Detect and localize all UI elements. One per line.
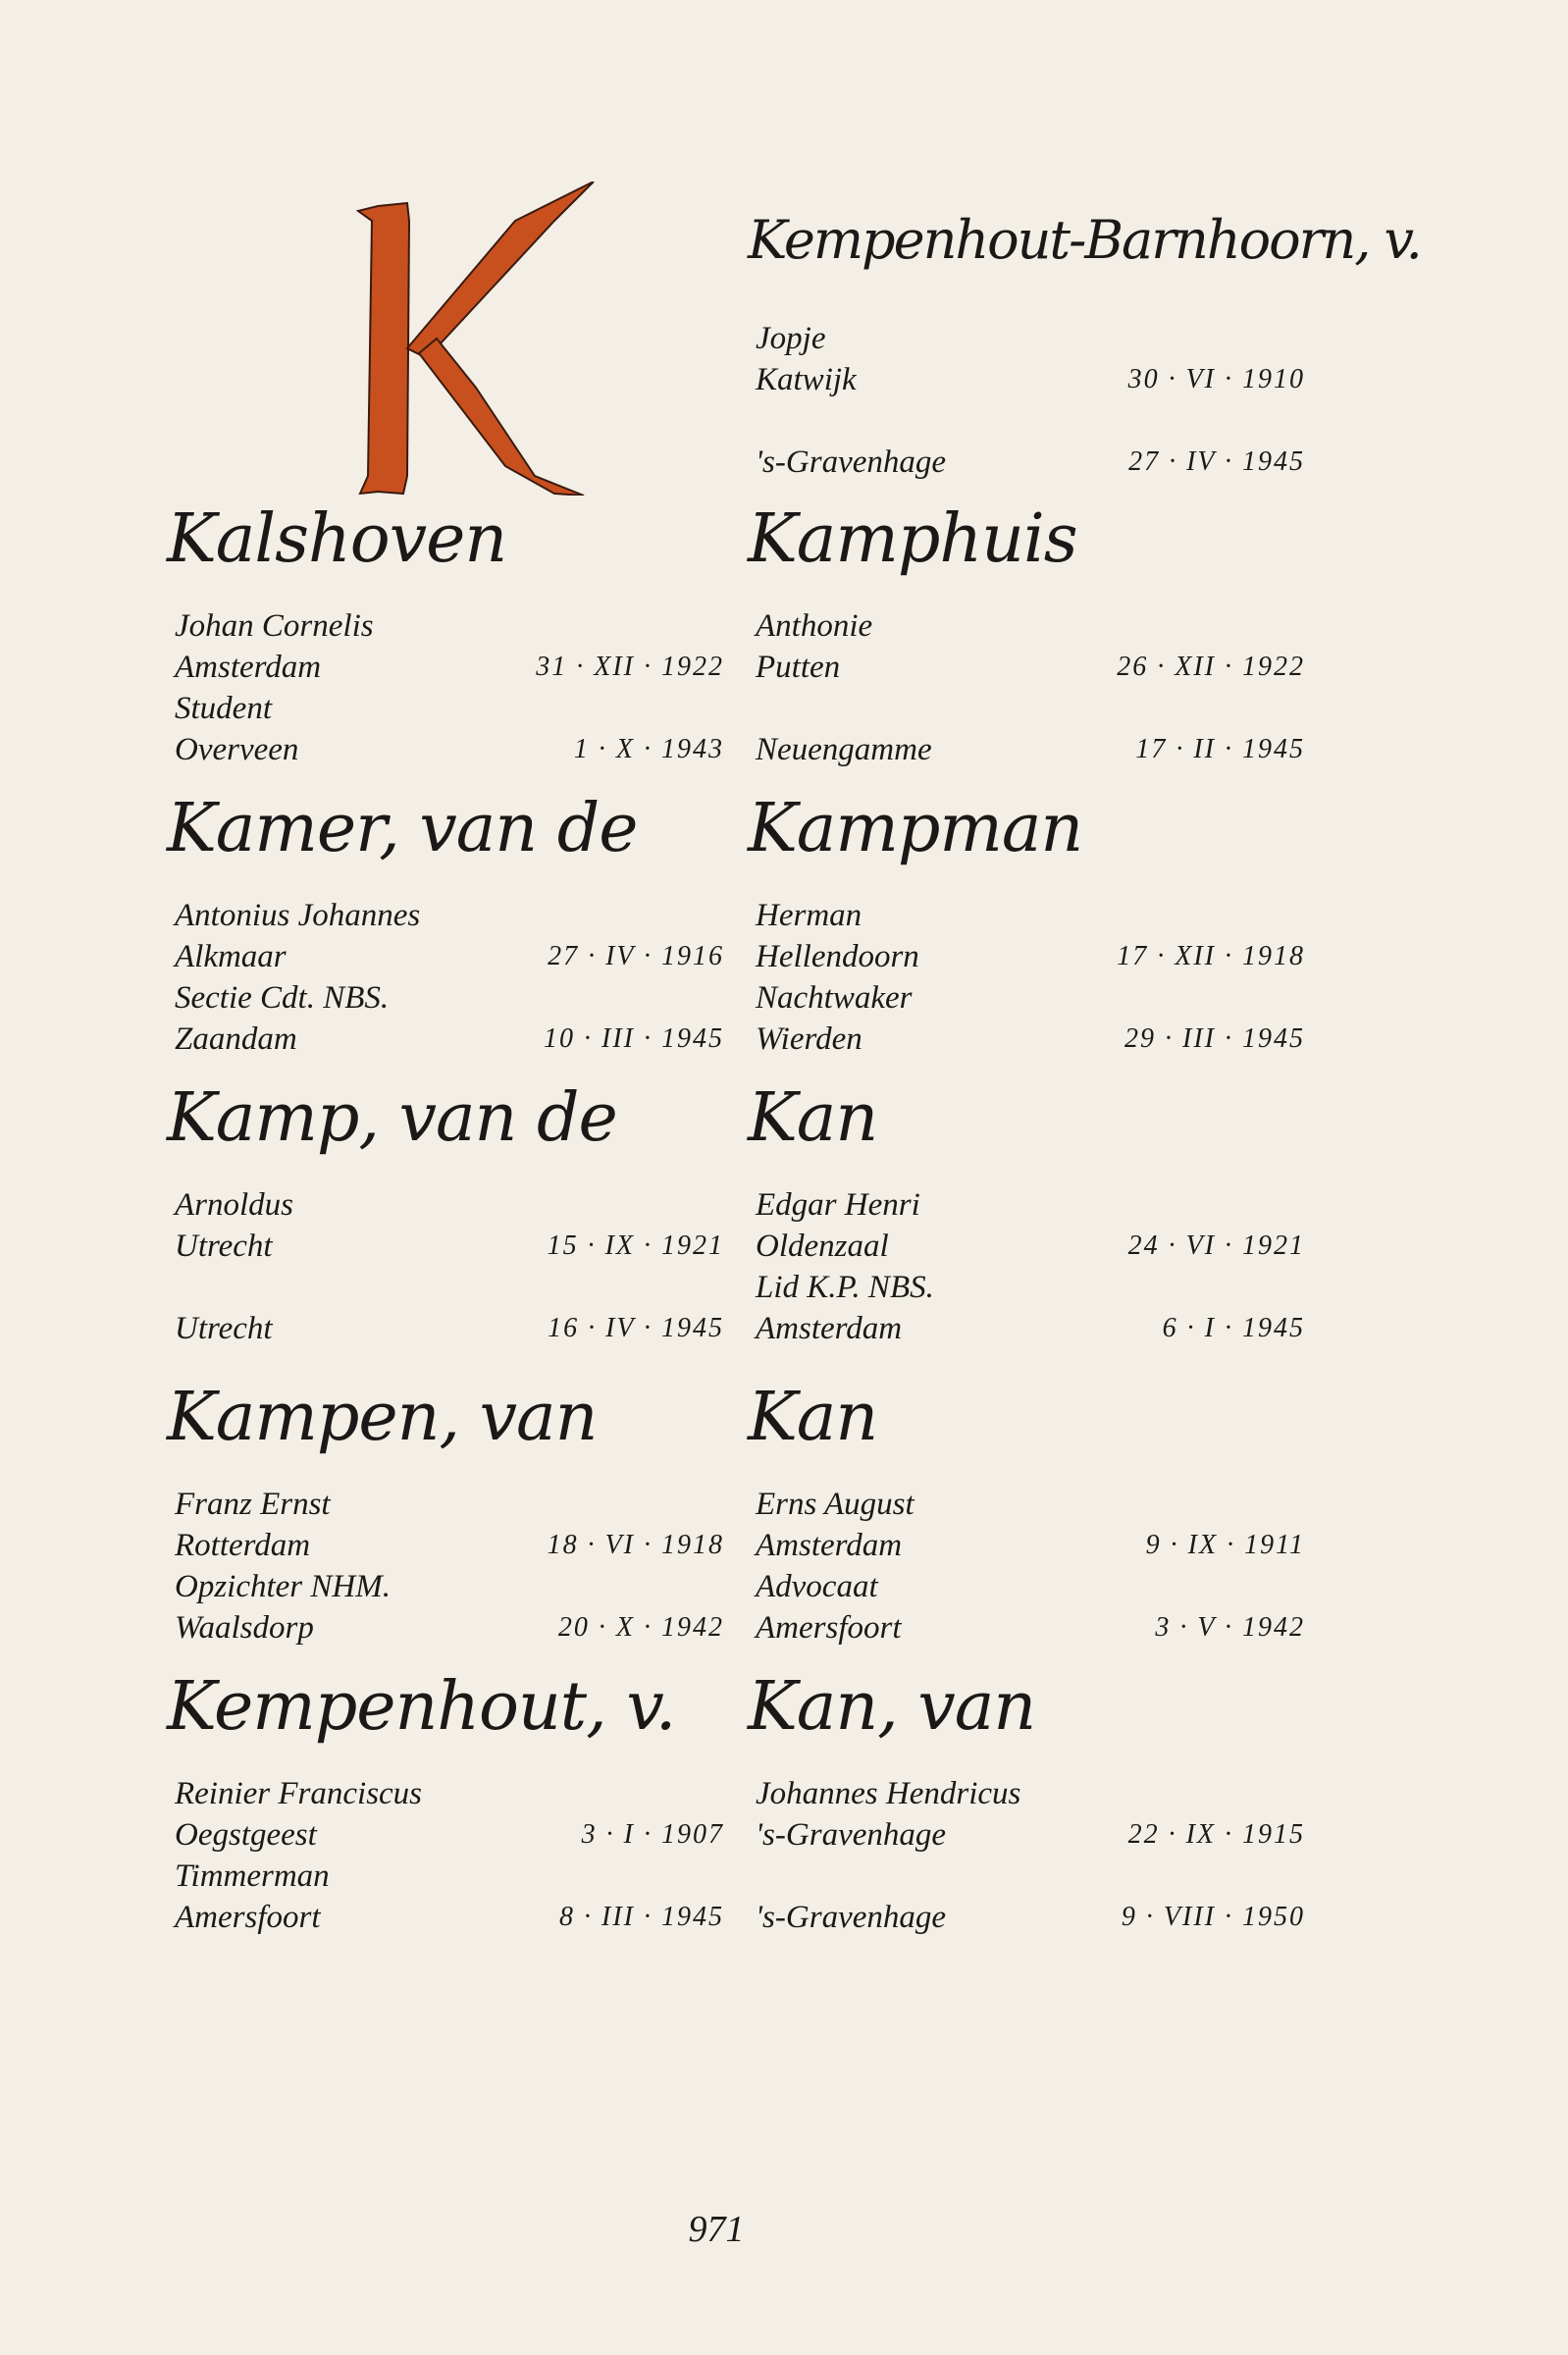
birth-line: [175, 1815, 724, 1855]
given-names: Anthonie: [756, 608, 873, 644]
death-line: [756, 443, 1305, 482]
given-names: Johannes Hendricus: [756, 1776, 1021, 1811]
occupation-line: [756, 1268, 1305, 1307]
occupation: Nachtwaker: [756, 980, 913, 1016]
given-names: Jopje: [756, 321, 826, 356]
death-date: 8 · III · 1945: [559, 1902, 724, 1932]
death-place: Neuengamme: [756, 732, 932, 767]
birth-date: 30 · VI · 1910: [1127, 364, 1305, 394]
entry-card: [748, 790, 1336, 1074]
birth-line: [756, 1526, 1305, 1565]
given-names-line: [175, 1774, 724, 1813]
surname: Kan: [748, 1379, 878, 1456]
death-place: Amersfoort: [756, 1610, 902, 1646]
given-names-line: [756, 1485, 1305, 1524]
entry-card: [167, 1379, 756, 1663]
entry-card: [748, 500, 1336, 785]
death-date: 1 · X · 1943: [573, 734, 724, 764]
death-place: Utrecht: [175, 1311, 273, 1346]
death-line: [175, 1608, 724, 1648]
occupation-line: [175, 978, 724, 1018]
death-line: [756, 1309, 1305, 1348]
given-names: Arnoldus: [175, 1187, 294, 1223]
death-date: 27 · IV · 1945: [1128, 446, 1305, 477]
entry-card: [748, 1379, 1336, 1663]
death-date: 10 · III · 1945: [544, 1023, 724, 1054]
death-date: 16 · IV · 1945: [548, 1313, 724, 1343]
birth-date: 15 · IX · 1921: [547, 1230, 724, 1261]
occupation: Lid K.P. NBS.: [756, 1270, 934, 1305]
surname: Kamer, van de: [167, 790, 638, 867]
surname: Kampman: [748, 790, 1083, 867]
birth-date: 3 · I · 1907: [581, 1819, 724, 1850]
death-date: 17 · II · 1945: [1135, 734, 1305, 764]
birth-place: Hellendoorn: [756, 939, 919, 974]
birth-date: 24 · VI · 1921: [1127, 1230, 1305, 1261]
occupation: Timmerman: [175, 1858, 330, 1894]
entry-card: [167, 1079, 756, 1364]
birth-line: [756, 648, 1305, 687]
death-place: Wierden: [756, 1021, 862, 1057]
entry-card: [748, 1079, 1336, 1364]
death-place: Amersfoort: [175, 1900, 321, 1935]
birth-place: Rotterdam: [175, 1528, 311, 1563]
surname: Kan: [748, 1079, 878, 1157]
surname: Kampen, van: [167, 1379, 598, 1456]
entry-card: [167, 1668, 756, 1953]
birth-date: 31 · XII · 1922: [536, 652, 724, 682]
death-date: 20 · X · 1942: [557, 1612, 724, 1643]
birth-place: 's-Gravenhage: [756, 1817, 947, 1853]
death-date: 9 · VIII · 1950: [1121, 1902, 1305, 1932]
given-names: Herman: [756, 898, 862, 933]
occupation-line: [175, 1567, 724, 1606]
birth-line: [756, 360, 1305, 399]
surname: Kempenhout-Barnhoorn, v.: [748, 209, 1421, 271]
surname: Kan, van: [748, 1668, 1036, 1746]
given-names-line: [756, 606, 1305, 646]
occupation: Advocaat: [756, 1569, 878, 1604]
occupation-line: [175, 689, 724, 728]
birth-line: [175, 1526, 724, 1565]
death-place: Zaandam: [175, 1021, 297, 1057]
given-names-line: [756, 896, 1305, 935]
occupation: Sectie Cdt. NBS.: [175, 980, 390, 1016]
death-place: 's-Gravenhage: [756, 1900, 947, 1935]
given-names: Reinier Franciscus: [175, 1776, 423, 1811]
entry-card: [748, 1668, 1336, 1953]
death-place: 's-Gravenhage: [756, 445, 947, 480]
birth-place: Katwijk: [756, 362, 857, 397]
death-place: Overveen: [175, 732, 299, 767]
occupation-line: [756, 1567, 1305, 1606]
given-names: Antonius Johannes: [175, 898, 421, 933]
birth-date: 27 · IV · 1916: [548, 941, 724, 971]
given-names-line: [756, 319, 1305, 358]
given-names-line: [175, 1485, 724, 1524]
given-names-line: [756, 1774, 1305, 1813]
given-names-line: [175, 1185, 724, 1225]
given-names: Franz Ernst: [175, 1487, 331, 1522]
entry-card: [167, 790, 756, 1074]
death-date: 3 · V · 1942: [1155, 1612, 1305, 1643]
birth-line: [175, 648, 724, 687]
birth-date: 17 · XII · 1918: [1117, 941, 1305, 971]
birth-line: [756, 1815, 1305, 1855]
entry-card: [748, 201, 1421, 486]
death-date: 29 · III · 1945: [1124, 1023, 1305, 1054]
birth-place: Amsterdam: [175, 650, 322, 685]
death-line: [175, 1309, 724, 1348]
birth-place: Oldenzaal: [756, 1229, 889, 1264]
death-place: Waalsdorp: [175, 1610, 314, 1646]
given-names-line: [756, 1185, 1305, 1225]
death-place: Amsterdam: [756, 1311, 903, 1346]
given-names: Johan Cornelis: [175, 608, 374, 644]
birth-line: [756, 937, 1305, 976]
birth-date: 22 · IX · 1915: [1127, 1819, 1305, 1850]
surname: Kempenhout, v.: [167, 1668, 676, 1746]
death-line: [756, 1608, 1305, 1648]
birth-place: Oegstgeest: [175, 1817, 317, 1853]
death-line: [756, 1898, 1305, 1937]
occupation-line: [175, 1857, 724, 1896]
birth-line: [175, 1227, 724, 1266]
birth-date: 26 · XII · 1922: [1117, 652, 1305, 682]
surname: Kalshoven: [167, 500, 507, 578]
illuminated-initial-k: [339, 182, 603, 496]
occupation-line: [756, 978, 1305, 1018]
occupation: Student: [175, 691, 272, 726]
birth-place: Amsterdam: [756, 1528, 903, 1563]
death-line: [756, 730, 1305, 769]
given-names: Erns August: [756, 1487, 915, 1522]
birth-place: Utrecht: [175, 1229, 273, 1264]
death-line: [756, 1020, 1305, 1059]
surname: Kamp, van de: [167, 1079, 617, 1157]
entry-card: [167, 500, 756, 785]
birth-place: Alkmaar: [175, 939, 287, 974]
given-names-line: [175, 896, 724, 935]
birth-line: [756, 1227, 1305, 1266]
birth-date: 9 · IX · 1911: [1145, 1530, 1305, 1560]
birth-place: Putten: [756, 650, 841, 685]
birth-date: 18 · VI · 1918: [547, 1530, 724, 1560]
given-names: Edgar Henri: [756, 1187, 920, 1223]
death-line: [175, 1898, 724, 1937]
initial-k-glyph: [339, 182, 603, 496]
given-names-line: [175, 606, 724, 646]
death-line: [175, 730, 724, 769]
death-date: 6 · I · 1945: [1162, 1313, 1305, 1343]
surname: Kamphuis: [748, 500, 1077, 578]
page-number: 971: [688, 2209, 745, 2250]
birth-line: [175, 937, 724, 976]
death-line: [175, 1020, 724, 1059]
occupation: Opzichter NHM.: [175, 1569, 391, 1604]
